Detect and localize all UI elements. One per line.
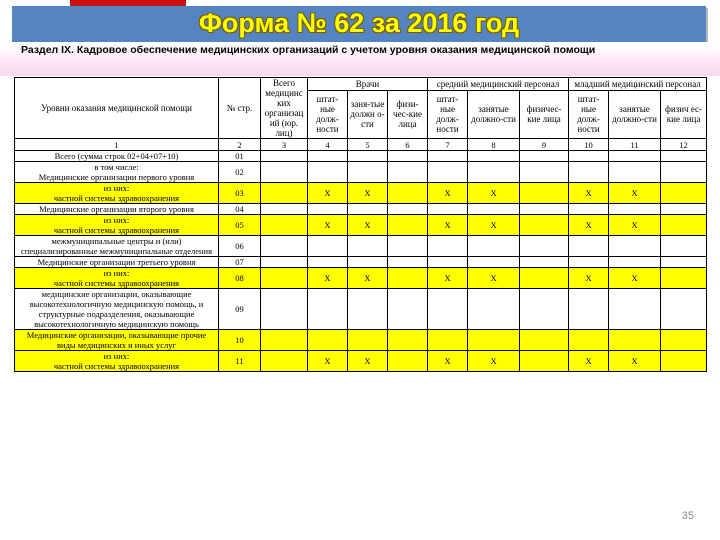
cell-r06-c11 bbox=[609, 236, 661, 257]
cell-r07-c8 bbox=[468, 257, 520, 268]
row-label-11: из них: частной системы здравоохранения bbox=[15, 351, 219, 372]
cell-r08-c12 bbox=[661, 268, 707, 289]
cell-r03-c10: X bbox=[569, 183, 609, 204]
cell-r05-c9 bbox=[520, 215, 569, 236]
cell-r11-c6 bbox=[388, 351, 428, 372]
cell-r08-c11: X bbox=[609, 268, 661, 289]
cell-r05-c5: X bbox=[348, 215, 388, 236]
cell-r10-c3 bbox=[261, 330, 308, 351]
cell-r02-c3 bbox=[261, 162, 308, 183]
cell-r08-c4: X bbox=[308, 268, 348, 289]
cell-r03-c8: X bbox=[468, 183, 520, 204]
cell-r04-c9 bbox=[520, 204, 569, 215]
header-doctors-persons: физи-чес-кие лица bbox=[388, 90, 428, 138]
header-mid-occupied: занятые должно-сти bbox=[468, 90, 520, 138]
cell-r10-c6 bbox=[388, 330, 428, 351]
cell-r07-c10 bbox=[569, 257, 609, 268]
cell-r11-c11: X bbox=[609, 351, 661, 372]
header-doctors-occupied: заня-тые должн о-сти bbox=[348, 90, 388, 138]
row-label-05: из них: частной системы здравоохранения bbox=[15, 215, 219, 236]
cell-r08-c6 bbox=[388, 268, 428, 289]
table-row bbox=[15, 268, 707, 289]
cell-r11-c7: X bbox=[428, 351, 468, 372]
row-label-10: Медицинские организации, оказывающие прочие виды медицинских и иных услуг bbox=[15, 330, 219, 351]
cell-r06-c4 bbox=[308, 236, 348, 257]
cell-r02-c11 bbox=[609, 162, 661, 183]
page-number: 35 bbox=[681, 510, 694, 522]
cell-r03-c4: X bbox=[308, 183, 348, 204]
cell-r06-c10 bbox=[569, 236, 609, 257]
cell-r11-c3 bbox=[261, 351, 308, 372]
cell-r11-c8: X bbox=[468, 351, 520, 372]
cell-r11-c9 bbox=[520, 351, 569, 372]
cell-r06-c8 bbox=[468, 236, 520, 257]
cell-r11-c4: X bbox=[308, 351, 348, 372]
cell-r01-c5 bbox=[348, 151, 388, 162]
cell-r08-c9 bbox=[520, 268, 569, 289]
header-row-no: № стр. bbox=[219, 78, 261, 139]
cell-r09-c7 bbox=[428, 289, 468, 330]
cell-r10-c8 bbox=[468, 330, 520, 351]
cell-r09-c3 bbox=[261, 289, 308, 330]
cell-r03-c12 bbox=[661, 183, 707, 204]
cell-r05-c7: X bbox=[428, 215, 468, 236]
column-number-8: 8 bbox=[468, 139, 520, 151]
header-group-row bbox=[15, 78, 707, 91]
cell-r11-c5: X bbox=[348, 351, 388, 372]
cell-r01-c12 bbox=[661, 151, 707, 162]
row-number-01: 01 bbox=[219, 151, 261, 162]
cell-r07-c3 bbox=[261, 257, 308, 268]
row-label-08: из них: частной системы здравоохранения bbox=[15, 268, 219, 289]
header-group-junior-staff: младший медицинский персонал bbox=[569, 78, 707, 91]
table-row bbox=[15, 162, 707, 183]
row-number-11: 11 bbox=[219, 351, 261, 372]
cell-r01-c9 bbox=[520, 151, 569, 162]
cell-r04-c12 bbox=[661, 204, 707, 215]
cell-r07-c5 bbox=[348, 257, 388, 268]
table-row bbox=[15, 257, 707, 268]
cell-r05-c3 bbox=[261, 215, 308, 236]
table-row bbox=[15, 215, 707, 236]
cell-r06-c3 bbox=[261, 236, 308, 257]
staffing-table bbox=[14, 77, 707, 372]
cell-r01-c3 bbox=[261, 151, 308, 162]
cell-r07-c11 bbox=[609, 257, 661, 268]
row-label-01: Всего (сумма строк 02+04+07+10) bbox=[15, 151, 219, 162]
header-junior-occupied: занятые должно-сти bbox=[609, 90, 661, 138]
row-label-02: в том числе: Медицинские организации первого уровня bbox=[15, 162, 219, 183]
cell-r05-c11: X bbox=[609, 215, 661, 236]
cell-r06-c12 bbox=[661, 236, 707, 257]
table-row bbox=[15, 151, 707, 162]
column-number-3: 3 bbox=[261, 139, 308, 151]
cell-r11-c12 bbox=[661, 351, 707, 372]
cell-r05-c8: X bbox=[468, 215, 520, 236]
cell-r06-c7 bbox=[428, 236, 468, 257]
row-label-07: Медицинские организации третьего уровня bbox=[15, 257, 219, 268]
column-number-5: 5 bbox=[348, 139, 388, 151]
cell-r09-c9 bbox=[520, 289, 569, 330]
cell-r09-c11 bbox=[609, 289, 661, 330]
cell-r04-c10 bbox=[569, 204, 609, 215]
cell-r02-c12 bbox=[661, 162, 707, 183]
column-number-7: 7 bbox=[428, 139, 468, 151]
cell-r06-c9 bbox=[520, 236, 569, 257]
cell-r03-c5: X bbox=[348, 183, 388, 204]
cell-r02-c10 bbox=[569, 162, 609, 183]
row-number-03: 03 bbox=[219, 183, 261, 204]
cell-r10-c11 bbox=[609, 330, 661, 351]
cell-r02-c7 bbox=[428, 162, 468, 183]
row-number-07: 07 bbox=[219, 257, 261, 268]
row-number-06: 06 bbox=[219, 236, 261, 257]
row-number-05: 05 bbox=[219, 215, 261, 236]
header-group-mid-staff: средний медицинский персонал bbox=[428, 78, 569, 91]
header-doctors-posts: штат-ные долж-ности bbox=[308, 90, 348, 138]
header-mid-posts: штат-ные долж-ности bbox=[428, 90, 468, 138]
cell-r10-c7 bbox=[428, 330, 468, 351]
column-number-1: 1 bbox=[15, 139, 219, 151]
title-banner bbox=[12, 6, 706, 43]
row-number-09: 09 bbox=[219, 289, 261, 330]
header-levels: Уровни оказания медицинской помощи bbox=[15, 78, 219, 139]
cell-r04-c6 bbox=[388, 204, 428, 215]
cell-r03-c9 bbox=[520, 183, 569, 204]
row-number-08: 08 bbox=[219, 268, 261, 289]
column-number-2: 2 bbox=[219, 139, 261, 151]
cell-r01-c6 bbox=[388, 151, 428, 162]
cell-r04-c3 bbox=[261, 204, 308, 215]
cell-r09-c4 bbox=[308, 289, 348, 330]
cell-r01-c8 bbox=[468, 151, 520, 162]
row-label-03: из них: частной системы здравоохранения bbox=[15, 183, 219, 204]
table-head bbox=[15, 78, 707, 151]
cell-r03-c6 bbox=[388, 183, 428, 204]
table-row bbox=[15, 330, 707, 351]
header-total-orgs: Всего медицинс ких организац ий (юр. лиц) bbox=[261, 78, 308, 139]
row-number-04: 04 bbox=[219, 204, 261, 215]
cell-r08-c3 bbox=[261, 268, 308, 289]
cell-r10-c12 bbox=[661, 330, 707, 351]
cell-r07-c12 bbox=[661, 257, 707, 268]
cell-r05-c12 bbox=[661, 215, 707, 236]
cell-r10-c5 bbox=[348, 330, 388, 351]
cell-r03-c7: X bbox=[428, 183, 468, 204]
header-junior-posts: штат-ные долж-ности bbox=[569, 90, 609, 138]
table-row bbox=[15, 289, 707, 330]
cell-r02-c5 bbox=[348, 162, 388, 183]
cell-r04-c4 bbox=[308, 204, 348, 215]
cell-r02-c9 bbox=[520, 162, 569, 183]
cell-r04-c5 bbox=[348, 204, 388, 215]
header-mid-persons: физичес-кие лица bbox=[520, 90, 569, 138]
cell-r07-c7 bbox=[428, 257, 468, 268]
cell-r09-c12 bbox=[661, 289, 707, 330]
cell-r08-c7: X bbox=[428, 268, 468, 289]
row-number-10: 10 bbox=[219, 330, 261, 351]
cell-r02-c8 bbox=[468, 162, 520, 183]
cell-r05-c4: X bbox=[308, 215, 348, 236]
page-title: Форма № 62 за 2016 год bbox=[198, 8, 520, 38]
cell-r02-c6 bbox=[388, 162, 428, 183]
column-number-4: 4 bbox=[308, 139, 348, 151]
cell-r09-c8 bbox=[468, 289, 520, 330]
column-number-10: 10 bbox=[569, 139, 609, 151]
cell-r01-c11 bbox=[609, 151, 661, 162]
table-row bbox=[15, 204, 707, 215]
row-label-04: Медицинские организации второго уровня bbox=[15, 204, 219, 215]
cell-r01-c4 bbox=[308, 151, 348, 162]
cell-r10-c4 bbox=[308, 330, 348, 351]
cell-r10-c10 bbox=[569, 330, 609, 351]
cell-r10-c9 bbox=[520, 330, 569, 351]
cell-r01-c7 bbox=[428, 151, 468, 162]
cell-r07-c9 bbox=[520, 257, 569, 268]
column-number-6: 6 bbox=[388, 139, 428, 151]
column-number-12: 12 bbox=[661, 139, 707, 151]
cell-r06-c5 bbox=[348, 236, 388, 257]
cell-r03-c3 bbox=[261, 183, 308, 204]
table-row bbox=[15, 351, 707, 372]
cell-r07-c6 bbox=[388, 257, 428, 268]
cell-r02-c4 bbox=[308, 162, 348, 183]
row-number-02: 02 bbox=[219, 162, 261, 183]
cell-r03-c11: X bbox=[609, 183, 661, 204]
cell-r08-c8: X bbox=[468, 268, 520, 289]
cell-r11-c10: X bbox=[569, 351, 609, 372]
cell-r04-c7 bbox=[428, 204, 468, 215]
cell-r04-c11 bbox=[609, 204, 661, 215]
cell-r05-c10: X bbox=[569, 215, 609, 236]
section-subtitle: Раздел IX. Кадровое обеспечение медицинских организаций с учетом уровня оказания медицинской помощи bbox=[21, 44, 596, 56]
row-label-09: медицинские организации, оказывающие высокотехнологичную медицинскую помощь, и структурные подразделения, оказывающие высокотехнологичную медицинскую помощь bbox=[15, 289, 219, 330]
cell-r04-c8 bbox=[468, 204, 520, 215]
column-number-row bbox=[15, 139, 707, 151]
header-group-doctors: Врачи bbox=[308, 78, 428, 91]
cell-r09-c6 bbox=[388, 289, 428, 330]
cell-r01-c10 bbox=[569, 151, 609, 162]
table-body bbox=[15, 151, 707, 372]
cell-r08-c5: X bbox=[348, 268, 388, 289]
cell-r05-c6 bbox=[388, 215, 428, 236]
column-number-9: 9 bbox=[520, 139, 569, 151]
cell-r06-c6 bbox=[388, 236, 428, 257]
cell-r09-c10 bbox=[569, 289, 609, 330]
cell-r09-c5 bbox=[348, 289, 388, 330]
row-label-06: межмуниципальные центры и (или) специализированные межмуниципальные отделения bbox=[15, 236, 219, 257]
table-row bbox=[15, 183, 707, 204]
cell-r08-c10: X bbox=[569, 268, 609, 289]
table-row bbox=[15, 236, 707, 257]
header-junior-persons: физич ес-кие лица bbox=[661, 90, 707, 138]
cell-r07-c4 bbox=[308, 257, 348, 268]
column-number-11: 11 bbox=[609, 139, 661, 151]
